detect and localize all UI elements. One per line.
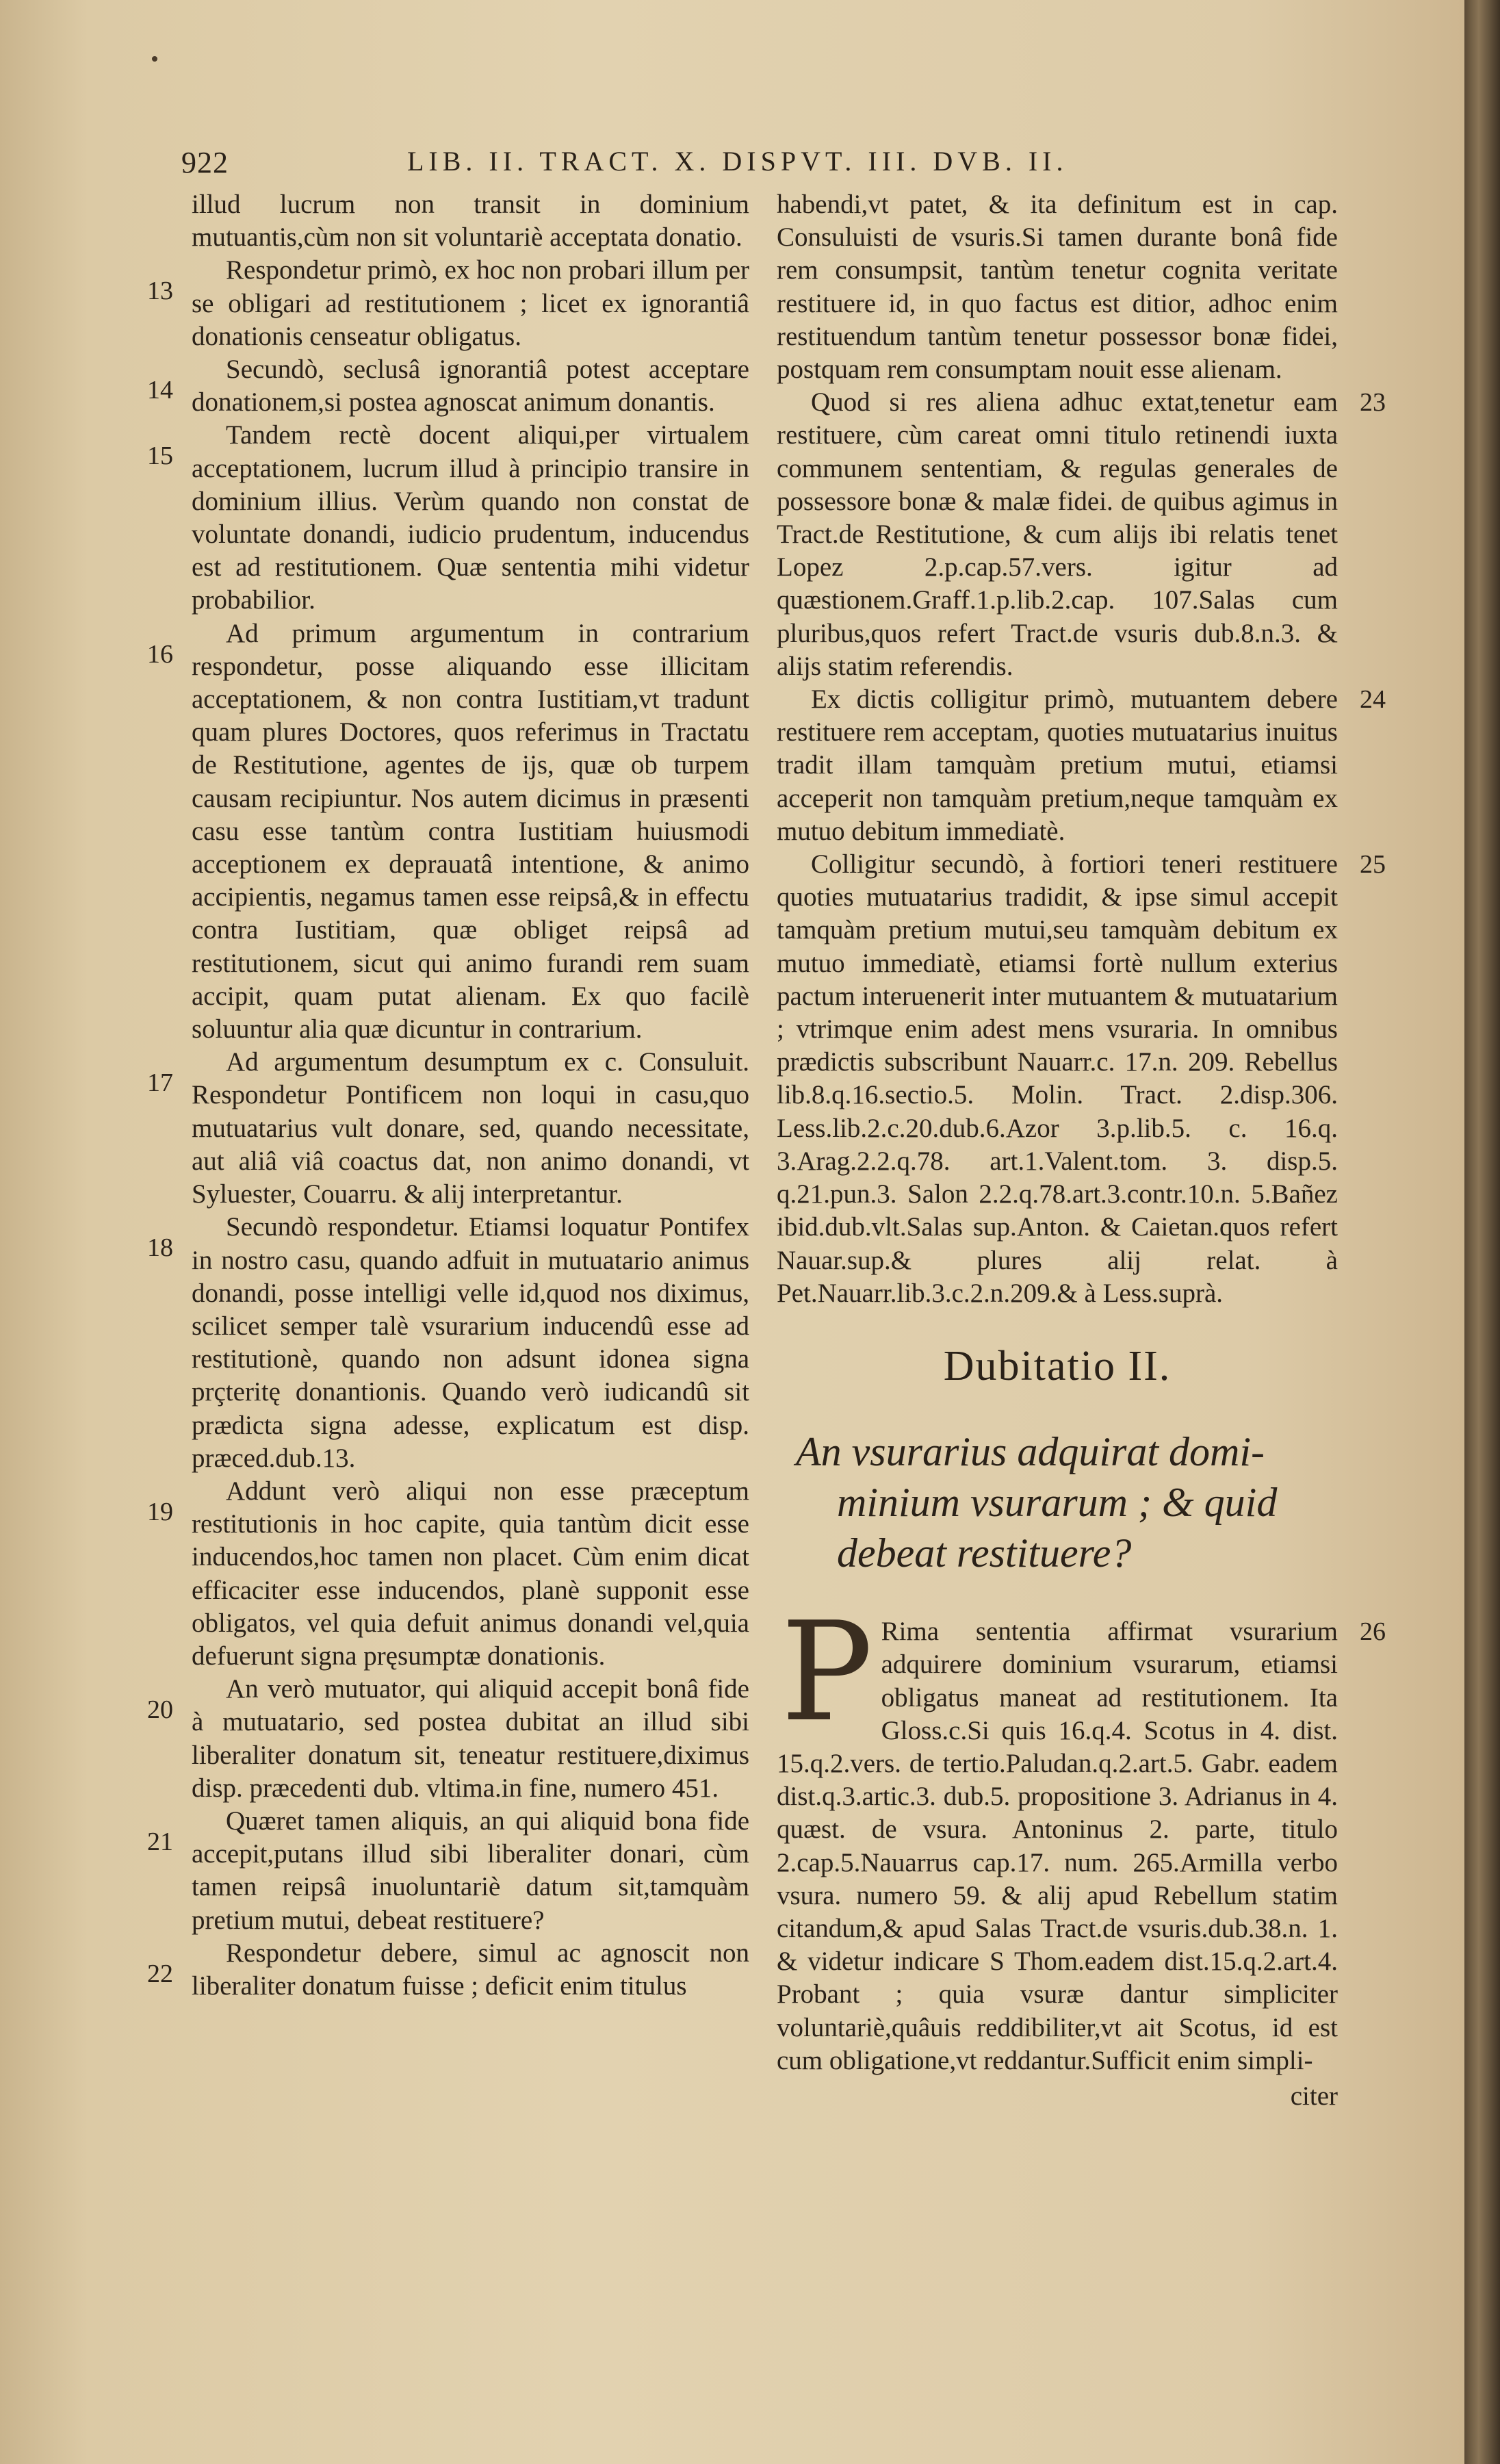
book-binding-edge: [1464, 0, 1500, 2464]
paragraph-number: 17: [147, 1068, 173, 1098]
paragraph-text: habendi,vt patet, & ita definitum est in cap. Consuluisti de vsuris.Si tamen durante bonâ fide rem consumpsit, tantùm tenetur cognita veritate restituere id, in quo factus est ditior, adhoc enim restituendum tantùm tenetur possessor bonæ fidei, postquam rem consumptam nouit esse alienam.: [777, 190, 1338, 385]
page-number: 922: [181, 146, 229, 179]
drop-cap: P: [781, 1593, 873, 1753]
paragraph: [147, 1046, 749, 1211]
paragraph-text: Respondetur debere, simul ac agnoscit non liberaliter donatum fuisse ; deficit enim titulus: [192, 1938, 749, 2001]
paragraph-number: 22: [147, 1959, 173, 1988]
right-column: [777, 188, 1386, 2113]
left-column: [147, 188, 749, 2003]
paragraph-text: Rima sententia affirmat vsurarium adquirere dominium vsurarum, etiamsi obligatus maneat ad restitutionem. Ita Gloss.c.Si quis 16.q.4. Scotus in 4. dist. 15.q.2.vers. de tertio.Paludan.q.2.art.5. Gabr. eadem dist.q.3.artic.3. dub.5. propositione 3. Adrianus in 4. quæst. de vsura. Antoninus 2. parte, titulo 2.cap.5.Nauarrus cap.17. num. 265.Armilla verbo vsura. numero 59. & alij apud Rebellum statim citandum,& apud Salas Tract.de vsuris.dub.38.n. 1. & videtur indicare S Thom.eadem dist.15.q.2.art.4. Probant ; quia vsuræ dantur simpliciter voluntariè,quâuis reddibiliter,vt ait Scotus, id est cum obligatione,vt reddantur.Sufficit enim simpli-: [777, 1617, 1338, 2075]
section-heading: Dubitatio II.: [943, 1342, 1172, 1389]
paragraph-number: 18: [147, 1233, 173, 1263]
paragraph: [777, 386, 1386, 683]
paragraph-number: 21: [147, 1827, 173, 1856]
paragraph-number: 26: [1360, 1617, 1386, 1647]
paragraph: [777, 848, 1386, 1310]
paragraph-number: 20: [147, 1695, 173, 1725]
paragraph-text: Tandem rectè docent aliqui,per virtualem acceptationem, lucrum illud à principio transire in dominium illius. Verùm quando non constat de voluntate donandi, iudicio prudentum, inducendus est ad restitutionem. Quæ sententia mihi videtur probabilior.: [192, 420, 749, 615]
paragraph: [147, 254, 749, 353]
page-header: [181, 145, 1345, 186]
paragraph: [147, 1937, 749, 2003]
paragraph-text: Quæret tamen aliquis, an qui aliquid bona fide accepit,putans illud sibi liberaliter donari, cùm tamen reipsâ inuoluntariè datum sit,tamquàm pretium mutui, debeat restituere?: [192, 1806, 749, 1935]
paragraph: [147, 617, 749, 1047]
paragraph: [147, 1805, 749, 1937]
paragraph-text: Colligitur secundò, à fortiori teneri restituere quoties mutuatarius tradidit, & ipse simul accepit tamquàm pretium mutui,seu tamquàm debitum ex mutuo immediatè, etiamsi fortè nullum exterius pactum interuenerit inter mutuantem & mutuatarium ; vtrimque enim adest mens vsuraria. In omnibus prædictis subscribunt Nauarr.c. 17.n. 209. Rebellus lib.8.q.16.sectio.5. Molin. Tract. 2.disp.306. Less.lib.2.c.20.dub.6.Azor 3.p.lib.5. c. 16.q. 3.Arag.2.2.q.78. art.1.Valent.tom. 3. disp.5. q.21.pun.3. Salon 2.2.q.78.art.3.contr.10.n. 5.Bañez ibid.dub.vlt.Salas sup.Anton. & Caietan.quos refert Nauar.sup.& plures alij relat. à Pet.Nauarr.lib.3.c.2.n.209.& à Less.suprà.: [777, 849, 1338, 1308]
subtitle-line: debeat restituere?: [837, 1530, 1132, 1576]
paragraph-text: Ex dictis colligitur primò, mutuantem debere restituere rem acceptam, quoties mutuatarius inuitus tradit illam tamquàm pretium mutui, etiamsi acceperit non tamquàm pretium,neque tamquàm ex mutuo debitum immediatè.: [777, 684, 1338, 846]
paragraph-text: Addunt verò aliqui non esse præceptum restitutionis in hoc capite, quia tantùm dicit esse inducendos,hoc tamen non placet. Cùm enim dicat efficaciter esse inducendos, planè supponit esse obligatos, vel quia defuit animus donandi vel,quia defuerunt signa pręsumptæ donationis.: [192, 1476, 749, 1671]
paragraph-text: An verò mutuator, qui aliquid accepit bonâ fide à mutuatario, sed postea dubitat an illud sibi liberaliter donatum sit, teneatur restituere,diximus disp. præcedenti dub. vltima.in fine, numero 451.: [192, 1674, 749, 1803]
paragraph-text: Ad argumentum desumptum ex c. Consuluit. Respondetur Pontificem non loqui in casu,quo mutuatarius vult donare, sed, quando necessitate, aut aliâ viâ coactus dat, non animo donandi, vt Syluester, Couarru. & alij interpretantur.: [192, 1047, 749, 1209]
section-subtitle: [777, 1426, 1338, 1578]
catchword: citer: [1290, 2081, 1338, 2111]
paragraph-text: Secundò respondetur. Etiamsi loquatur Pontifex in nostro casu, quando adfuit in mutuatario animus donandi, posse intelligi velle id,quod nos diximus, scilicet semper talè vsurarium inducendû esse ad restitutionè, quando non adsunt idonea signa prçteritę donantionis. Quando verò iudicandû sit prædicta signa adesse, explicatum est disp. præced.dub.13.: [192, 1212, 749, 1473]
paragraph: [777, 1593, 1386, 2077]
subtitle-line: An vsurarius adquirat domi-: [796, 1429, 1265, 1475]
paragraph-number: 13: [147, 277, 173, 306]
paragraph: [147, 1475, 749, 1673]
paragraph-number: 14: [147, 376, 173, 405]
paragraph-number: 25: [1360, 850, 1386, 880]
running-head: LIB. II. TRACT. X. DISPVT. III. DVB. II.: [407, 146, 1068, 177]
paragraph: [192, 188, 749, 254]
paragraph: [777, 188, 1338, 386]
paragraph-number: 16: [147, 639, 173, 669]
paragraph-number: 23: [1360, 388, 1386, 418]
paragraph-number: 19: [147, 1497, 173, 1526]
ink-spot: [152, 56, 157, 62]
paragraph: [147, 419, 749, 617]
subtitle-line: minium vsurarum ; & quid: [837, 1480, 1278, 1526]
paragraph: [147, 1211, 749, 1475]
paragraph-text: Respondetur primò, ex hoc non probari illum per se obligari ad restitutionem ; licet ex ignorantiâ donationis censeatur obligatus.: [192, 255, 749, 351]
paragraph: [147, 1673, 749, 1805]
paragraph-text: illud lucrum non transit in dominium mutuantis,cùm non sit voluntariè acceptata donatio.: [192, 190, 749, 253]
paragraph: [147, 353, 749, 419]
paragraph-text: Secundò, seclusâ ignorantiâ potest acceptare donationem,si postea agnoscat animum donantis.: [192, 355, 749, 418]
paragraph-number: 15: [147, 441, 173, 471]
paragraph-text: Ad primum argumentum in contrarium respondetur, posse aliquando esse illicitam acceptationem, & non contra Iustitiam,vt tradunt quam plures Doctores, quos referimus in Tractatu de Restitutione, agentes de ijs, quæ ob turpem causam recipiuntur. Nos autem dicimus in præsenti casu esse tantùm contra Iustitiam huiusmodi acceptionem ex deprauatâ intentione, & animo accipientis, negamus tamen esse reipsâ,& in effectu contra Iustitiam, quæ obliget reipsâ ad restitutionem, sicut qui animo furandi rem suam accipit, quam putat alienam. Ex quo facilè soluuntur alia quæ dicuntur in contrarium.: [192, 618, 749, 1044]
paragraph: [777, 683, 1386, 848]
paragraph-number: 24: [1360, 685, 1386, 715]
paragraph-text: Quod si res aliena adhuc extat,tenetur eam restituere, cùm careat omni titulo retinendi iuxta communem sententiam, & regulas generales de possessore bonæ & malæ fidei. de quibus agimus in Tract.de Restitutione, & cum alijs ibi relatis tenet Lopez 2.p.cap.57.vers. igitur ad quæstionem.Graff.1.p.lib.2.cap. 107.Salas cum pluribus,quos refert Tract.de vsuris dub.8.n.3. & alijs statim referendis.: [777, 387, 1338, 681]
